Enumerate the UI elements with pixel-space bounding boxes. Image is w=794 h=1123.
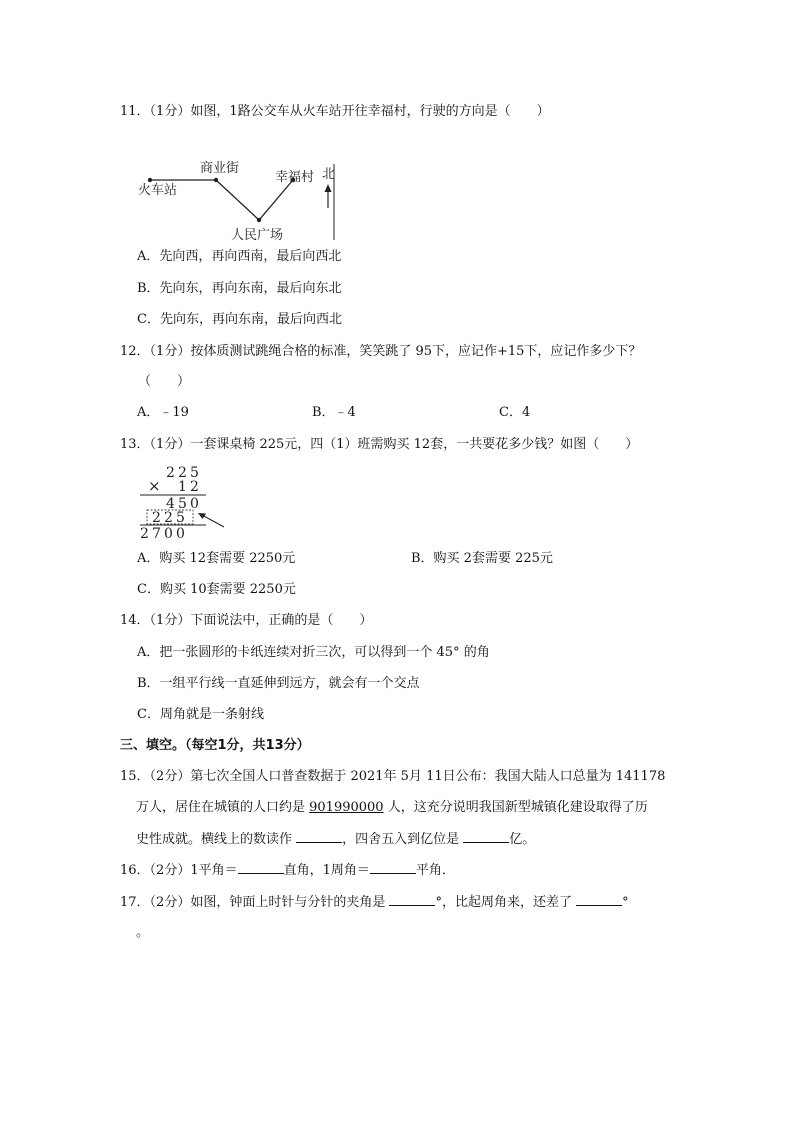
q16-text: 直角，1周角＝ [283,863,370,878]
p2-digit: 5 [176,510,185,526]
station-dot [148,178,152,182]
q17-line [120,893,629,912]
north-arrow-head [325,184,332,192]
p1-digit: 0 [190,496,199,512]
q11-option-c: C．先向东，再向东南，最后向西北 [137,312,342,327]
north-label: 北 [322,167,336,182]
answer-blank[interactable] [238,861,284,874]
q15-text: ，四舍五入到亿位是 [342,832,464,847]
res-digit: 0 [164,526,173,539]
q16-text: 平角． [415,863,455,878]
q12-option-a: A．﹣19 [137,405,189,420]
q12-paren: （ ） [138,374,191,389]
answer-blank[interactable] [296,830,342,843]
square-label: 人民广场 [231,228,284,243]
q15-text: 人，这充分说明我国新型城镇化建设取得了历 [383,800,648,815]
square-dot [257,218,261,222]
q15-text: 万人，居住在城镇的人口约是 [136,800,310,815]
q12-option-b: B．﹣4 [312,405,356,420]
q16-line [120,861,455,880]
q12-option-c: C．4 [499,405,531,420]
street-dot [214,178,218,182]
q14-stem: 14．（1分）下面说法中，正确的是（ ） [120,613,373,628]
q13-option-c: C．购买 10套需要 2250元 [137,582,296,597]
q13-option-a: A．购买 12套需要 2250元 [137,551,296,566]
station-label: 火车站 [138,183,178,198]
q14-option-a: A．把一张圆形的卡纸连续对折三次，可以得到一个 45° 的角 [137,645,490,660]
res-digit: 0 [176,526,185,539]
q11-option-a: A．先向西，再向西南，最后向西北 [137,249,342,264]
q15-line-2 [136,799,648,817]
q17-period: 。 [136,925,150,940]
population-number: 901990000 [309,800,384,815]
p2-digit: 2 [164,510,173,526]
m2-digit: 1 [178,479,187,495]
q15-text: 亿。 [509,832,536,847]
q15-line-1: 15．（2分）第七次全国人口普查数据于 2021年 5月 11日公布：我国大陆人口总量为 141178 [120,769,666,784]
p2-digit: 2 [152,510,161,526]
answer-blank[interactable] [576,893,622,906]
m1-digit: 5 [190,465,199,481]
q13-option-b: B．购买 2套需要 225元 [411,551,553,566]
m2-digit: 2 [190,479,199,495]
q13-stem: 13．（1分）一套课桌椅 225元，四（1）班需购买 12套，一共要花多少钱？如图（ ） [120,437,639,452]
q11-stem: 11．（1分）如图，1路公交车从火车站开往幸福村，行驶的方向是（ ） [120,104,550,119]
answer-blank[interactable] [389,893,435,906]
q11-option-b: B．先向东，再向东南，最后向东北 [137,281,342,296]
q14-option-c: C．周角就是一条射线 [137,707,264,722]
q15-line-3 [136,830,535,849]
m1-digit: 2 [178,465,187,481]
m1-digit: 2 [166,465,175,481]
p1-digit: 4 [166,496,175,512]
q17-text: 17．（2分）如图，钟面上时针与分针的夹角是 [120,895,390,910]
q16-text: 16．（2分）1平角＝ [120,863,238,878]
q12-stem: 12．（1分）按体质测试跳绳合格的标准，笑笑跳了 95下，应记作+15下，应记作多少下？ [120,344,642,359]
p1-digit: 5 [178,496,187,512]
q17-text: ° [622,895,629,910]
route-map [138,152,343,244]
multiplication-figure [136,463,228,539]
times-sign: × [148,477,161,495]
q15-text: 史性成就。横线上的数读作 [136,832,297,847]
village-label: 幸福村 [275,170,315,185]
res-digit: 7 [152,526,161,539]
answer-blank[interactable] [370,861,416,874]
street-label: 商业街 [200,161,240,176]
res-digit: 2 [140,526,149,539]
q17-text: °，比起周角来，还差了 [435,895,577,910]
answer-blank[interactable] [463,830,509,843]
q14-option-b: B．一组平行线一直延伸到远方，就会有一个交点 [137,676,420,691]
section-heading: 三、填空。（每空1分，共13分） [120,738,310,753]
